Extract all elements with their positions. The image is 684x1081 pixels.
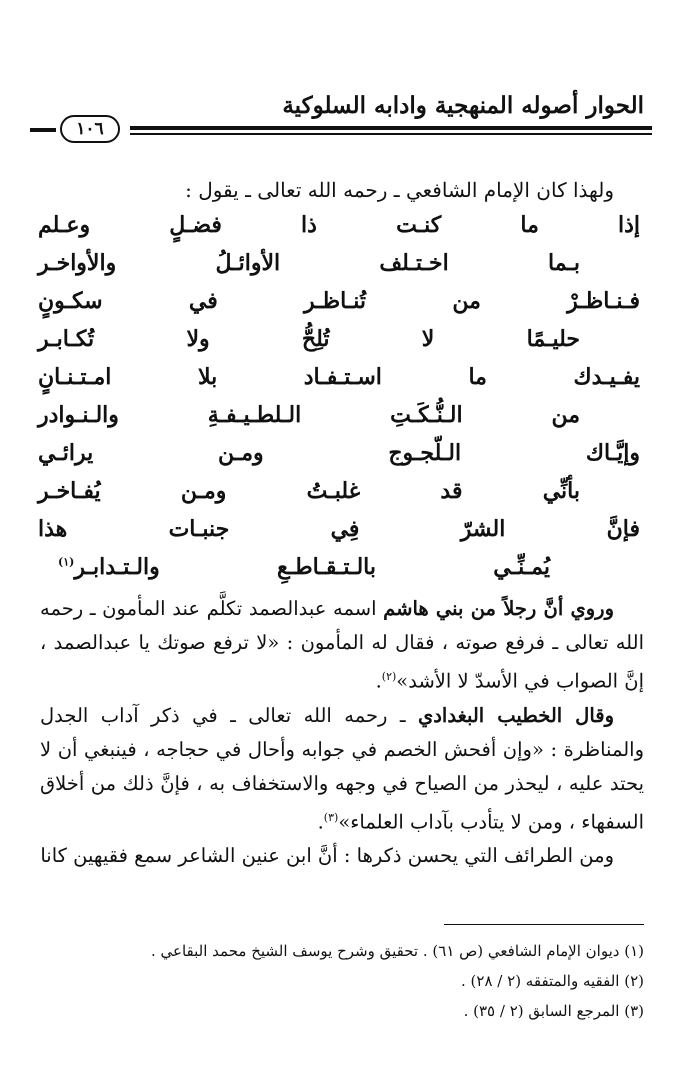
footnotes — [40, 936, 644, 1026]
poem-word: والـتـدابـر$^{(١)}$ — [58, 554, 160, 580]
paragraph-1 — [40, 592, 644, 699]
poem-word: قد — [440, 478, 463, 504]
poem-word: كنـت — [396, 212, 442, 238]
paragraph-2-text: ـ رحمه الله تعالى ـ في ذكر آداب الجدل والمناظرة : «وإن أفحش الخصم في جوابه وأحال في حجاجه ، فينبغي أن لا يحتد عليه ، ليحذر من الصياح في وجهه والاستخفاف به ، فإنَّ ذلك من أخلاق السفهاء ، ومن لا يتأدب بآداب العلماء» — [40, 703, 644, 833]
poem-word: غلبـتُ — [306, 478, 361, 504]
intro-line: ولهذا كان الإمام الشافعي ـ رحمه الله تعالى ـ يقول : — [185, 178, 614, 202]
footnote-2: (٢) الفقيه والمتفقه (٢ / ٢٨) . — [461, 972, 644, 990]
poem-word: الأوائـلُ — [215, 250, 281, 276]
poem-word: اخـتـلف — [379, 250, 449, 276]
poem-word: في — [188, 288, 218, 314]
poem-word: الـنُّـكَـتِ — [390, 402, 463, 428]
header-rule-thin — [130, 133, 652, 135]
poem-word: وإيَّـاك — [585, 440, 640, 466]
footnote-3: (٣) المرجع السابق (٢ / ٣٥) . — [463, 1002, 644, 1020]
paragraph-2-end: . — [317, 810, 324, 833]
footnote-1: (١) ديوان الإمام الشافعي (ص ٦١) . تحقيق وشرح يوسف الشيخ محمد البقاعي . — [150, 942, 644, 960]
poem-word: الشرّ — [460, 516, 506, 542]
poem-word: إذا — [617, 212, 640, 238]
poem-word: بأنِّي — [542, 478, 580, 504]
poem-word: يرائـي — [38, 440, 94, 466]
poem-line — [58, 554, 550, 592]
poem-word: بـما — [548, 250, 580, 276]
poem-word: من — [452, 288, 481, 314]
poem-word: اسـتـفـاد — [303, 364, 382, 390]
poem-line — [38, 364, 640, 402]
poem-line — [38, 250, 580, 288]
poem-word: وعـلم — [38, 212, 91, 238]
poem-word: سكـونٍ — [38, 288, 103, 314]
poem-word: حليـمًا — [526, 326, 580, 352]
poem-word: الـلطـيـفـةِ — [207, 402, 302, 428]
poem-word: يُفـاخـر — [38, 478, 101, 504]
poem-word: بالـتـقـاطـعِ — [277, 554, 376, 580]
poem-line — [38, 440, 640, 478]
poem-word: الـلّجـوج — [388, 440, 462, 466]
poem-word: ولا — [186, 326, 210, 352]
poem-word: فإنَّ — [606, 516, 640, 542]
poem-word: تُنـاظـر — [304, 288, 367, 314]
poem-word: يُمـنِّـي — [493, 554, 550, 580]
running-title: الحوار أصوله المنهجية وادابه السلوكية — [282, 92, 644, 119]
poem-word: فِي — [330, 516, 360, 542]
header-rule-short — [30, 128, 56, 132]
page-header — [30, 88, 652, 152]
poem-word: ومـن — [180, 478, 227, 504]
poem-word: تُكـابـر — [38, 326, 95, 352]
poem-word: ما — [468, 364, 487, 390]
poem-word: والـنـوادر — [38, 402, 119, 428]
poem-word: فضـلٍ — [169, 212, 222, 238]
paragraph-1-text: اسمه عبدالصمد تكلَّم عند المأمون ـ رحمه الله تعالى ـ فرفع صوته ، فقال له المأمون : «لا ترفع صوتك يا عبدالصمد ، إنَّ الصواب في الأسدّ لا الأشد» — [40, 597, 644, 693]
page-number: ١٠٦ — [60, 115, 120, 143]
poem-line — [38, 478, 580, 516]
paragraph-3: ومن الطرائف التي يحسن ذكرها : أنَّ ابن عنين الشاعر سمع فقيهين كانا — [40, 844, 614, 867]
paragraph-2-lead: وقال الخطيب البغدادي — [417, 703, 615, 727]
paragraph-2 — [40, 699, 644, 840]
poem — [38, 212, 640, 592]
header-rule-thick — [130, 126, 652, 130]
poem-word: ما — [520, 212, 539, 238]
poem-line — [38, 402, 580, 440]
paragraph-1-lead: وروي أنَّ رجلاً من بني هاشم — [383, 597, 615, 620]
poem-word: ذا — [301, 212, 317, 238]
poem-word: فـنـاظـرْ — [567, 288, 640, 314]
paragraph-1-end: . — [375, 669, 382, 693]
poem-word: ومـن — [218, 440, 264, 466]
footnote-ref-1: (١) — [58, 555, 75, 569]
poem-word: امـتـنـانٍ — [38, 364, 112, 390]
footnote-ref-2: (٢) — [381, 670, 397, 683]
prose — [40, 592, 644, 873]
poem-word: من — [551, 402, 580, 428]
footnote-ref-3: (٣) — [323, 810, 339, 824]
footnote-separator — [444, 924, 644, 925]
poem-line — [38, 212, 640, 250]
poem-word: لا — [421, 326, 435, 352]
poem-line — [38, 288, 640, 326]
poem-word: تُلِحُّ — [301, 326, 330, 352]
poem-line — [38, 516, 640, 554]
poem-line — [38, 326, 580, 364]
poem-word: هذا — [38, 516, 68, 542]
poem-word: جنبـات — [168, 516, 230, 542]
poem-word: يفـيـدك — [573, 364, 640, 390]
poem-word: والأواخـر — [38, 250, 117, 276]
poem-word: بلا — [197, 364, 218, 390]
